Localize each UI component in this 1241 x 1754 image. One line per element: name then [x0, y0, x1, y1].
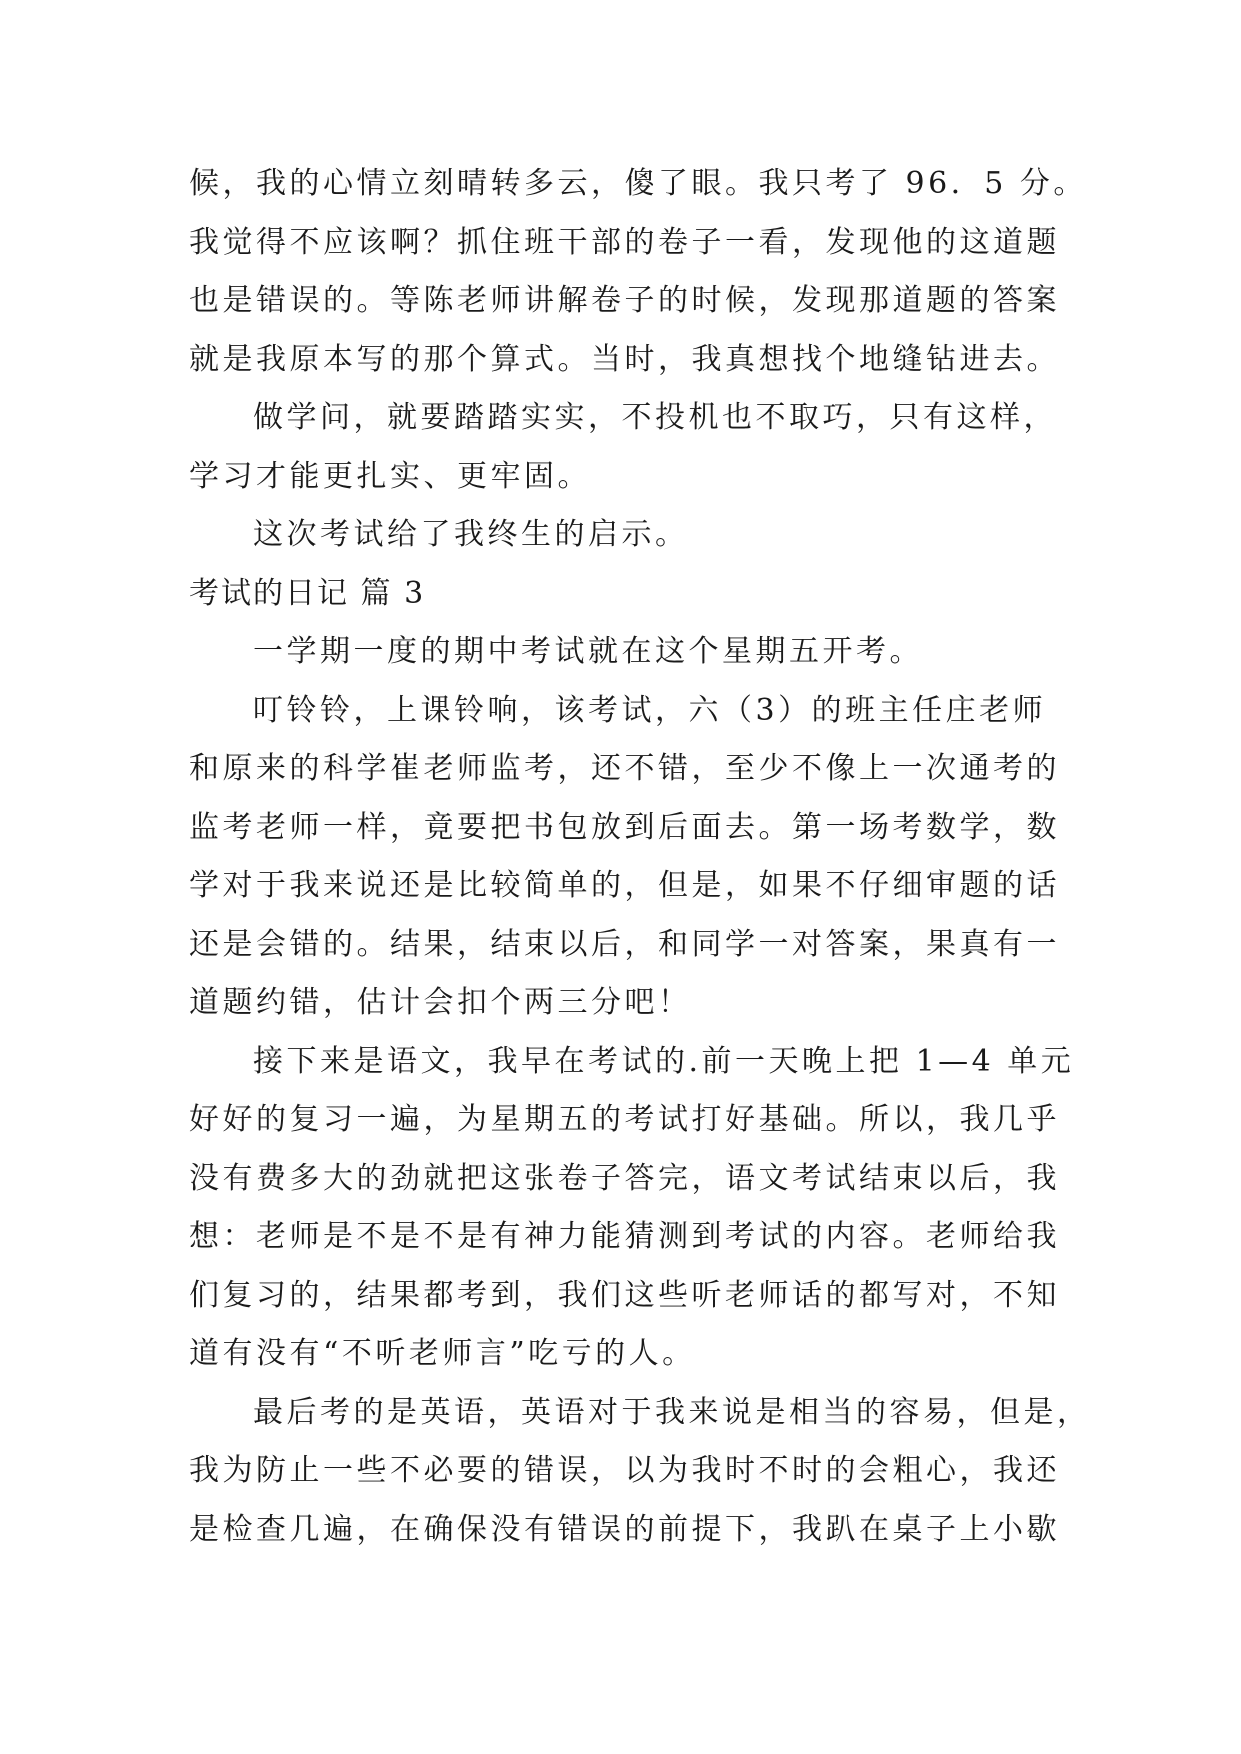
text-line: 候，我的心情立刻晴转多云，傻了眼。我只考了 96．5 分。 [189, 166, 1087, 201]
text-line: 是检查几遍，在确保没有错误的前提下，我趴在桌子上小歇 [189, 1511, 1060, 1547]
text-line: 监考老师一样，竟要把书包放到后面去。第一场考数学，数 [189, 809, 1060, 845]
paragraph-start-line: 这次考试给了我终生的启示。 [253, 517, 689, 552]
text-line: 还是会错的。结果，结束以后，和同学一对答案，果真有一 [189, 926, 1060, 962]
text-line: 和原来的科学崔老师监考，还不错，至少不像上一次通考的 [189, 751, 1060, 786]
text-line: 我为防止一些不必要的错误，以为我时不时的会粗心，我还 [189, 1453, 1060, 1488]
text-line: 也是错误的。等陈老师讲解卷子的时候，发现那道题的答案 [189, 283, 1060, 318]
text-line: 学对于我来说还是比较简单的，但是，如果不仔细审题的话 [189, 868, 1060, 903]
text-line: 道有没有“不听老师言”吃亏的人。 [189, 1336, 696, 1371]
paragraph-start-line: 一学期一度的期中考试就在这个星期五开考。 [253, 634, 923, 669]
text-line: 们复习的，结果都考到，我们这些听老师话的都写对，不知 [189, 1277, 1060, 1313]
text-line: 就是我原本写的那个算式。当时，我真想找个地缝钻进去。 [189, 341, 1060, 377]
paragraph-start-line: 做学问，就要踏踏实实，不投机也不取巧，只有这样， [253, 400, 1057, 435]
text-line: 没有费多大的劲就把这张卷子答完，语文考试结束以后，我 [189, 1160, 1060, 1196]
paragraph-start-line: 叮铃铃，上课铃响，该考试，六（3）的班主任庄老师 [253, 692, 1047, 728]
text-line: 道题约错，估计会扣个两三分吧！ [189, 985, 692, 1020]
paragraph-start-line: 最后考的是英语，英语对于我来说是相当的容易，但是， [253, 1394, 1091, 1430]
paragraph-start-line: 接下来是语文，我早在考试的.前一天晚上把 1—4 单元 [253, 1043, 1075, 1079]
document-body [189, 155, 1091, 1559]
text-line: 我觉得不应该啊？抓住班干部的卷子一看，发现他的这道题 [189, 224, 1060, 260]
text-line: 学习才能更扎实、更牢固。 [189, 458, 591, 494]
section-heading: 考试的日记 篇 3 [189, 575, 426, 611]
text-line: 好好的复习一遍，为星期五的考试打好基础。所以，我几乎 [189, 1102, 1060, 1137]
text-line: 想：老师是不是不是有神力能猜测到考试的内容。老师给我 [189, 1219, 1060, 1254]
